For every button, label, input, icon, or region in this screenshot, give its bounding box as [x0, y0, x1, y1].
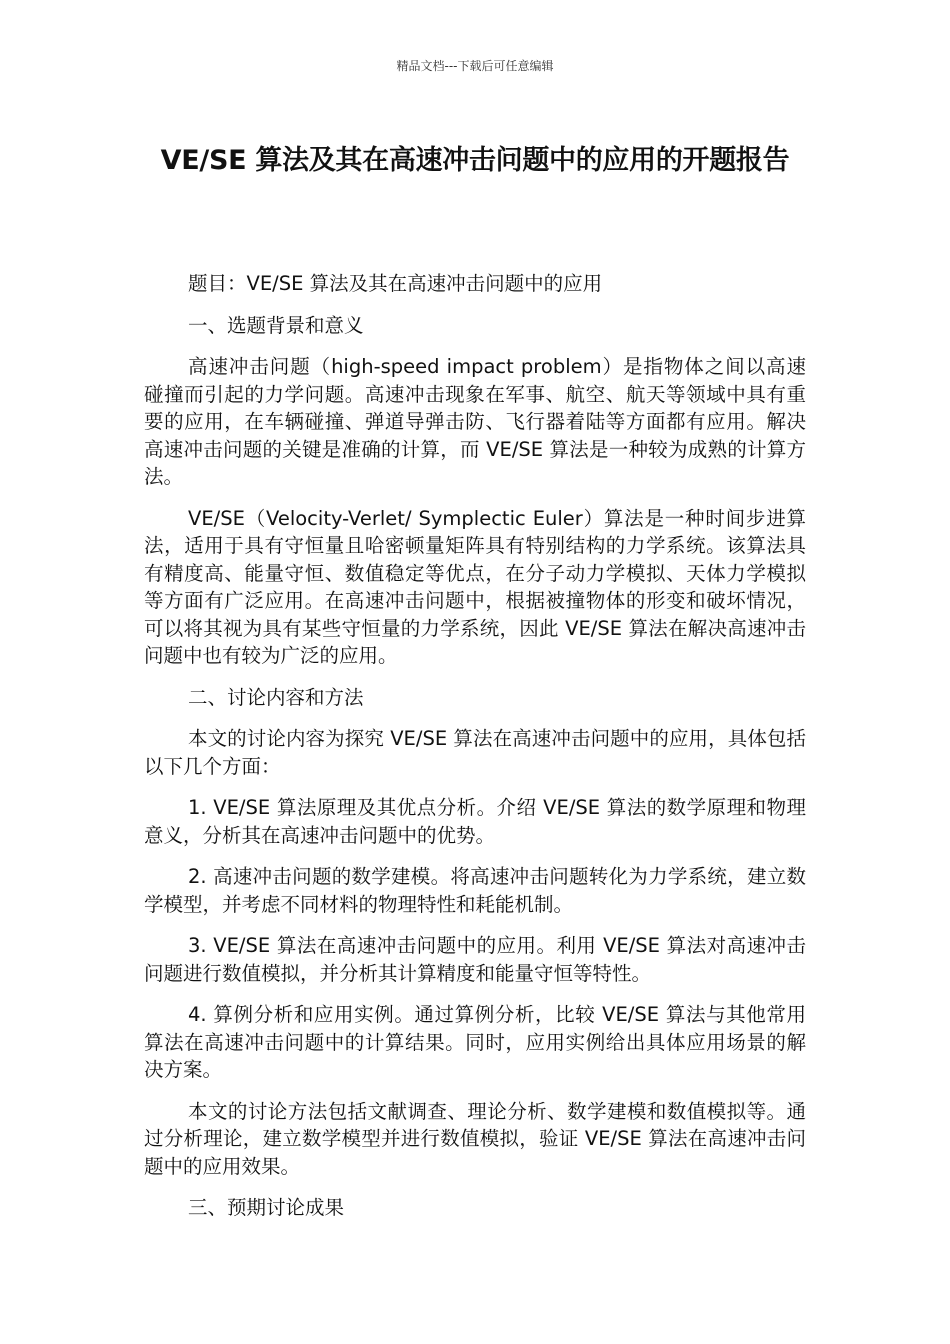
body-paragraph: VE/SE（Velocity-Verlet/ Symplectic Euler）算法是一种时间步进算法，适用于具有守恒量且哈密顿量矩阵具有特别结构的力学系统。该算法具有精度高、能量守恒、数值稳定等优点，在分子动力学模拟、天体力学模拟等方面有广泛应用。在高速冲击问题中，根据被撞物体的形变和破坏情况，可以将其视为具有某些守恒量的力学系统，因此 VE/SE 算法在解决高速冲击问题中也有较为广泛的应用。: [144, 506, 806, 667]
list-item: 1. VE/SE 算法原理及其优点分析。介绍 VE/SE 算法的数学原理和物理意义，分析其在高速冲击问题中的优势。: [144, 796, 806, 847]
document-body: [144, 270, 806, 1236]
section-heading-expected-results: 三、预期讨论成果: [188, 1196, 345, 1219]
list-item: 4. 算例分析和应用实例。通过算例分析，比较 VE/SE 算法与其他常用算法在高速冲击问题中的计算结果。同时，应用实例给出具体应用场景的解决方案。: [144, 1003, 806, 1081]
page-header-note: 精品文档---下载后可任意编辑: [396, 59, 554, 73]
list-item: 2. 高速冲击问题的数学建模。将高速冲击问题转化为力学系统，建立数学模型，并考虑不同材料的物理特性和耗能机制。: [144, 865, 806, 916]
section-heading-background: 一、选题背景和意义: [188, 313, 364, 337]
body-paragraph: 高速冲击问题（high-speed impact problem）是指物体之间以高速碰撞而引起的力学问题。高速冲击现象在军事、航空、航天等领域中具有重要的应用，在车辆碰撞、弹道导弹击防、飞行器着陆等方面都有应用。解决高速冲击问题的关键是准确的计算，而 VE/SE 算法是一种较为成熟的计算方法。: [144, 355, 806, 488]
topic-line: 题目：VE/SE 算法及其在高速冲击问题中的应用: [188, 272, 603, 295]
list-item: 3. VE/SE 算法在高速冲击问题中的应用。利用 VE/SE 算法对高速冲击问题进行数值模拟，并分析其计算精度和能量守恒等特性。: [144, 934, 806, 985]
body-paragraph: 本文的讨论方法包括文献调查、理论分析、数学建模和数值模拟等。通过分析理论，建立数学模型并进行数值模拟，验证 VE/SE 算法在高速冲击问题中的应用效果。: [144, 1099, 806, 1178]
body-paragraph: 本文的讨论内容为探究 VE/SE 算法在高速冲击问题中的应用，具体包括以下几个方面：: [144, 727, 806, 778]
document-title: VE/SE 算法及其在高速冲击问题中的应用的开题报告: [160, 145, 790, 176]
section-heading-content-method: 二、讨论内容和方法: [188, 685, 364, 709]
